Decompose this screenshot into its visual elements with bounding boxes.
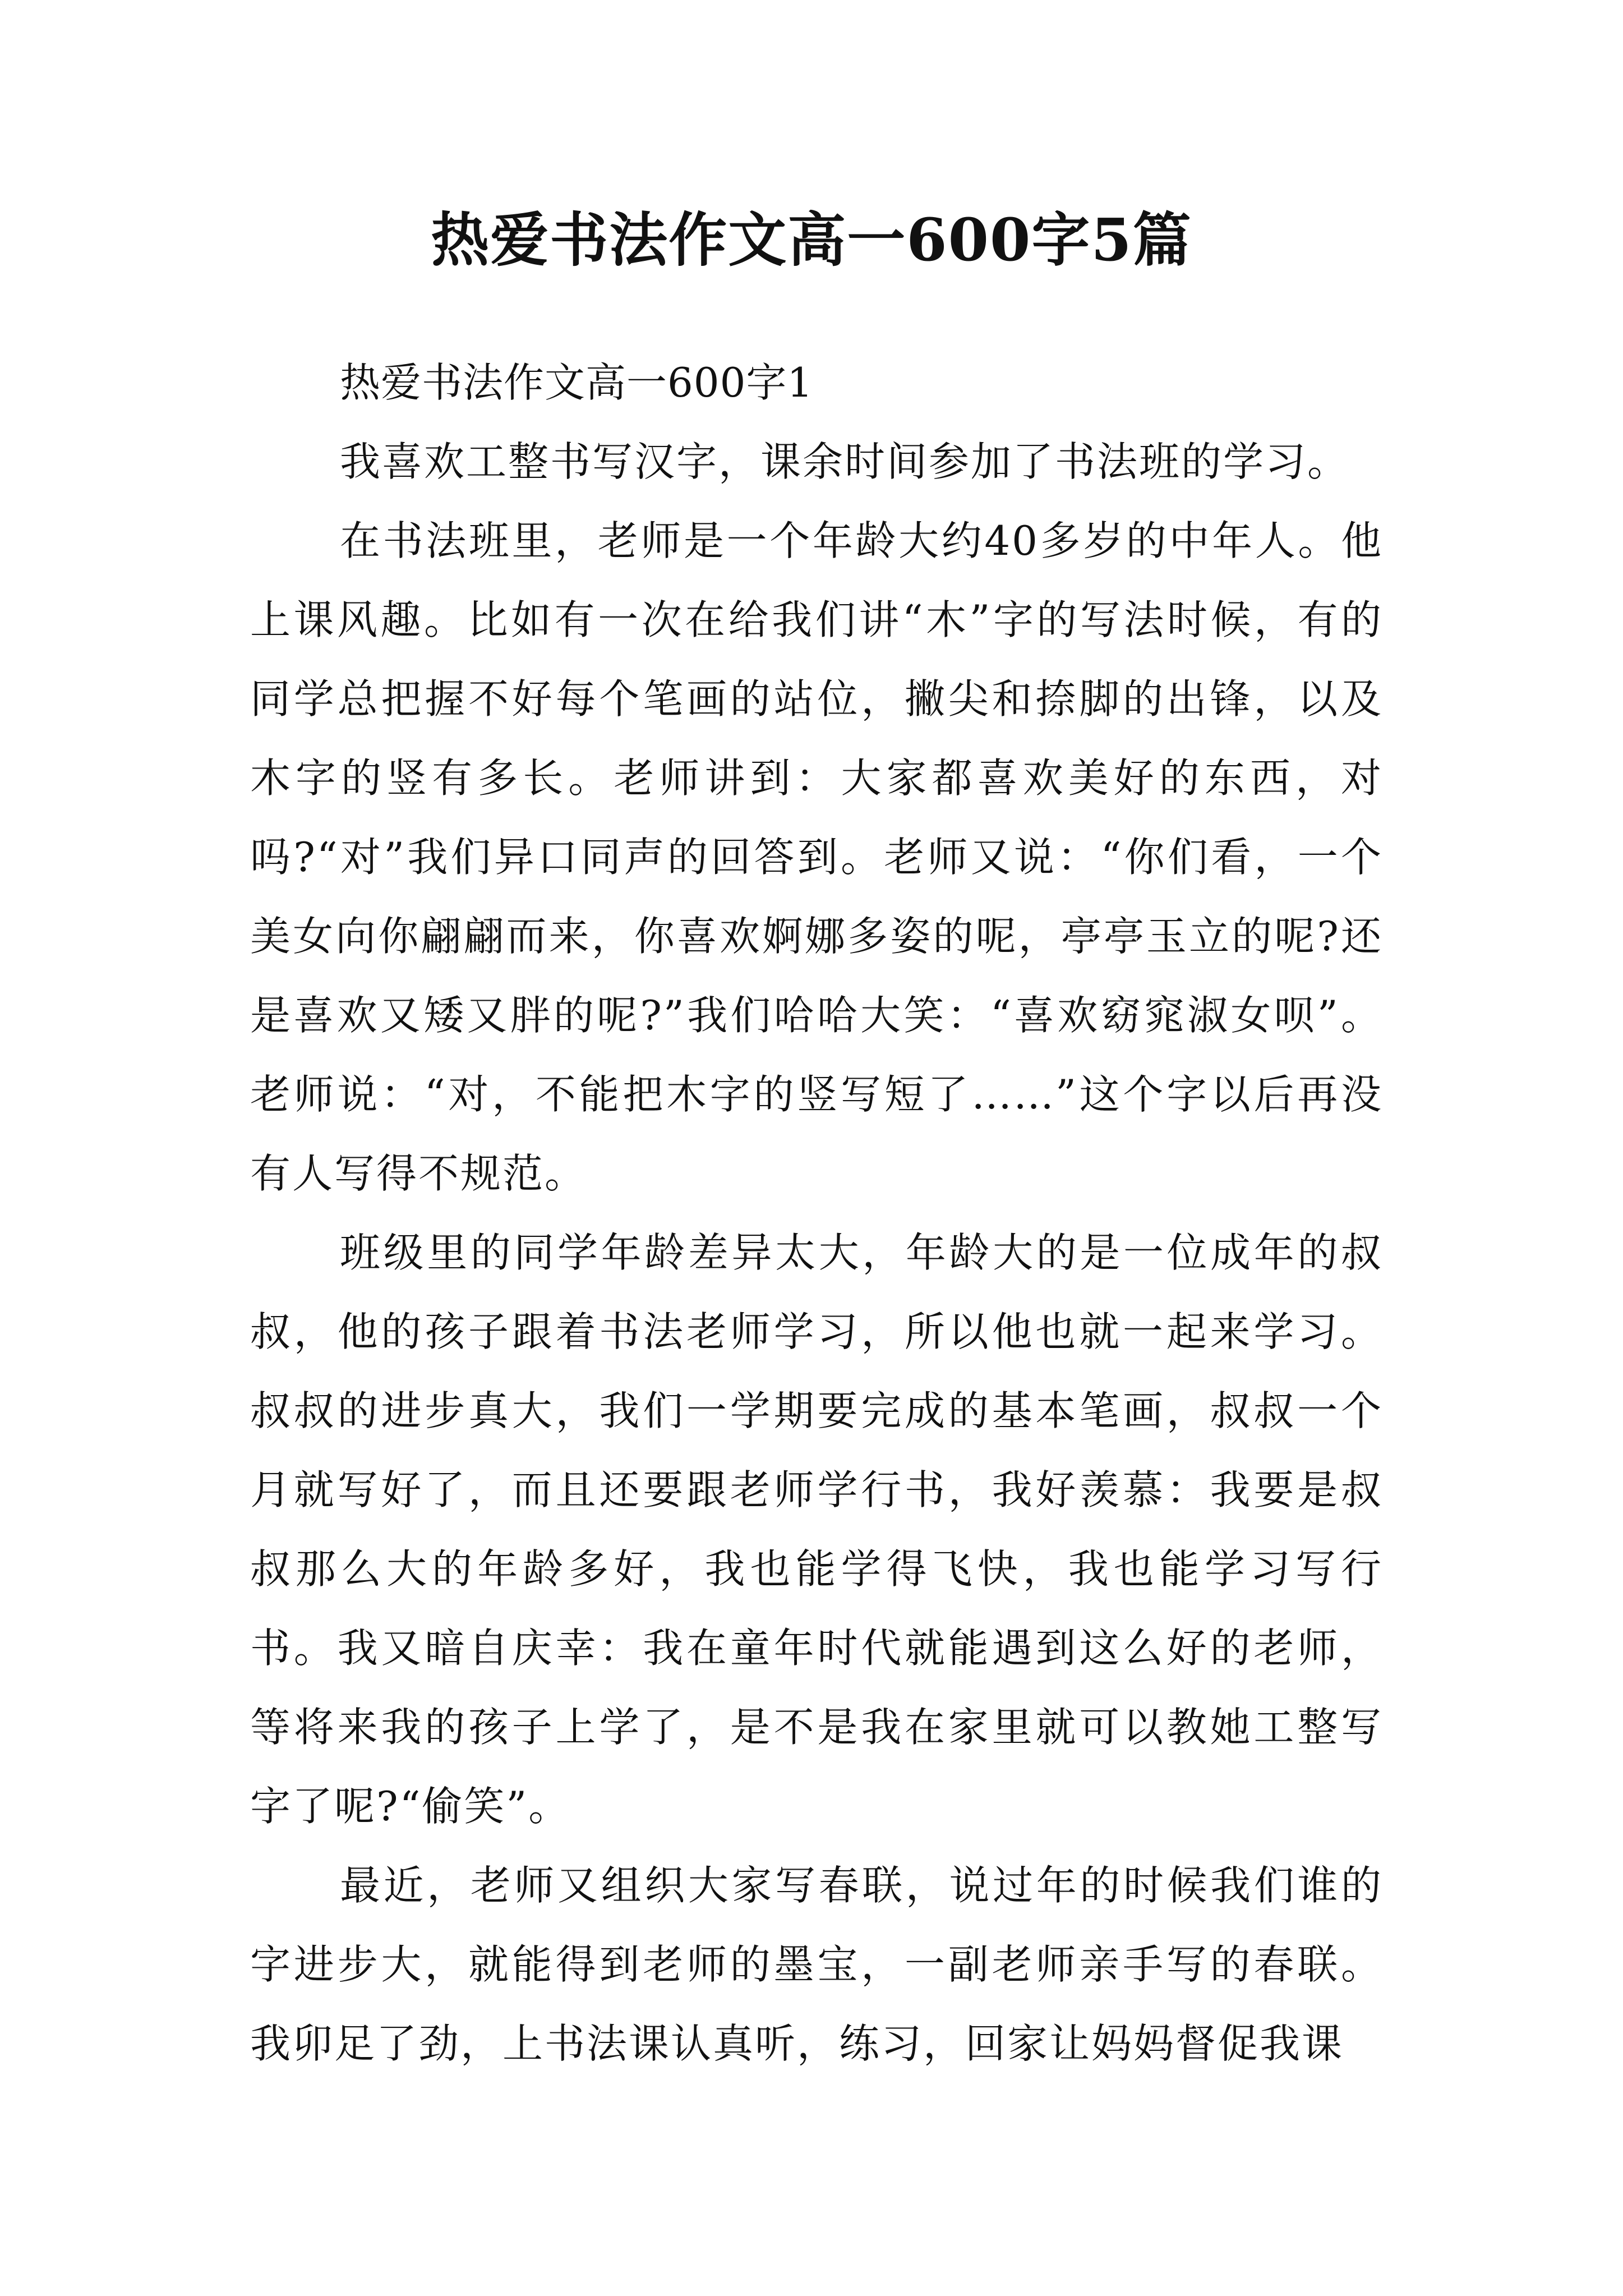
section-heading: 热爱书法作文高一600字1 [340, 359, 814, 406]
paragraph: 我喜欢工整书写汉字，课余时间参加了书法班的学习。 [340, 438, 1350, 485]
document-title: 热爱书法作文高一600字5篇 [431, 205, 1192, 274]
paragraph: 最近，老师又组织大家写春联，说过年的时候我们谁的字进步大，就能得到老师的墨宝，一副老师亲手写的春联。我卯足了劲，上书法课认真听，练习，回家让妈妈督促我课 [250, 1862, 1383, 2067]
document-body [250, 343, 1383, 2083]
paragraph: 班级里的同学年龄差异太大，年龄大的是一位成年的叔叔，他的孩子跟着书法老师学习，所以他也就一起来学习。叔叔的进步真大，我们一学期要完成的基本笔画，叔叔一个月就写好了，而且还要跟老师学行书，我好羡慕：我要是叔叔那么大的年龄多好，我也能学得飞快，我也能学习写行书。我又暗自庆幸：我在童年时代就能遇到这么好的老师，等将来我的孩子上学了，是不是我在家里就可以教她工整写字了呢?“偷笑”。 [250, 1229, 1383, 1830]
paragraph: 在书法班里，老师是一个年龄大约40多岁的中年人。他上课风趣。比如有一次在给我们讲“木”字的写法时候，有的同学总把握不好每个笔画的站位，撇尖和捺脚的出锋，以及木字的竖有多长。老师讲到：大家都喜欢美好的东西，对吗?“对”我们异口同声的回答到。老师又说：“你们看，一个美女向你翩翩而来，你喜欢婀娜多姿的呢，亭亭玉立的呢?还是喜欢又矮又胖的呢?”我们哈哈大笑：“喜欢窈窕淑女呗”。老师说：“对，不能把木字的竖写短了……”这个字以后再没有人写得不规范。 [250, 517, 1383, 1197]
